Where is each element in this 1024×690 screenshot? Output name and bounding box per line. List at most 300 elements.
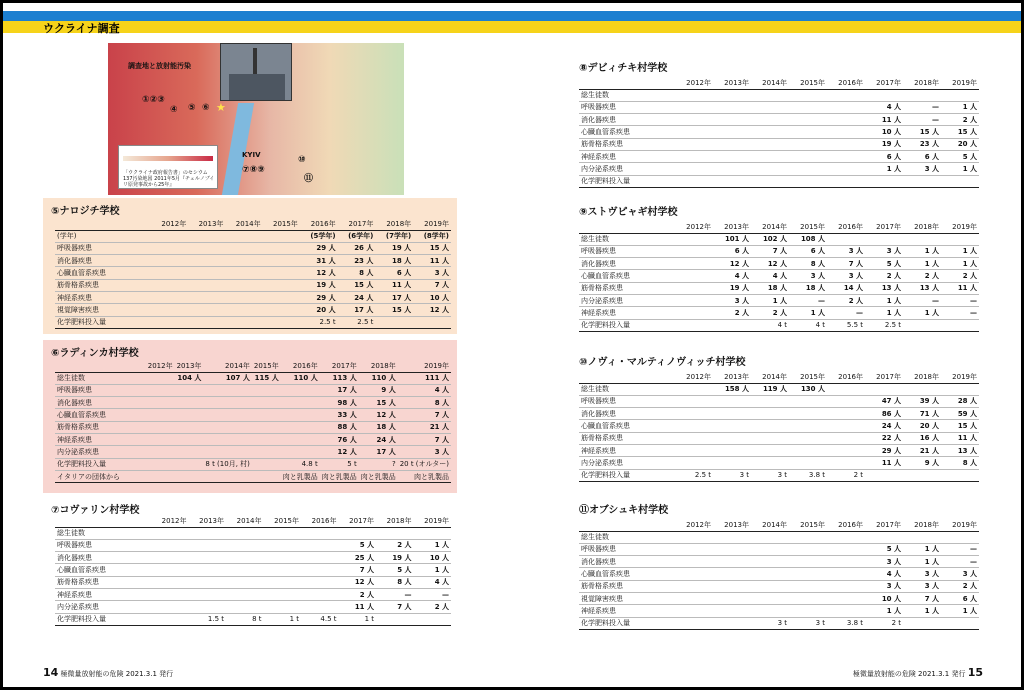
table-cell: 2.5 t [865,319,903,331]
school-block-11 [571,497,981,637]
table-cell [751,605,789,617]
row-label: 消化器疾患 [579,408,675,420]
table-cell: 8 t [226,613,264,625]
year-header: 2018年 [903,519,941,531]
table-row [579,592,979,604]
school-table [579,519,979,630]
table-cell: 22 人 [865,432,903,444]
table-cell [713,89,751,101]
table-cell [827,408,865,420]
table-cell: 107 人 [203,372,251,384]
year-header: 2018年 [376,515,414,527]
year-header: 2014年 [203,360,251,372]
table-cell: 3 人 [865,556,903,568]
table-cell [827,457,865,469]
table-cell: 1 t [264,613,302,625]
school-title: ⑧デビィチキ村学校 [579,63,668,74]
table-cell [151,316,188,328]
table-cell [203,470,251,482]
table-cell [827,138,865,150]
table-cell: 1 人 [903,605,941,617]
table-cell [751,420,789,432]
table-cell [263,267,300,279]
row-label: 消化器疾患 [579,114,675,126]
table-cell: 20 人 [903,420,941,432]
table-cell [151,601,189,613]
year-header: 2018年 [903,371,941,383]
table-cell: 29 人 [865,444,903,456]
table-cell [713,592,751,604]
table-cell: 19 人 [375,242,413,254]
table-row [55,267,451,279]
school-table [55,218,451,329]
table-cell: 15 人 [338,279,376,291]
table-row [579,408,979,420]
table-cell [675,245,713,257]
table-cell [151,552,189,564]
year-header: 2019年 [398,360,451,372]
table-cell: 2 t [827,469,865,481]
table-cell [713,114,751,126]
table-cell [175,384,204,396]
table-cell [226,539,264,551]
row-label: 筋骨格系疾患 [55,421,146,433]
table-cell: 9 人 [359,384,398,396]
table-cell: 4 t [751,319,789,331]
table-cell: 3 人 [865,245,903,257]
table-cell [252,433,281,445]
table-cell [151,304,188,316]
table-cell: 14 人 [827,282,865,294]
table-cell [827,175,865,187]
table-cell: 3 t [713,469,751,481]
table-cell: 110 人 [359,372,398,384]
table-cell [151,267,188,279]
row-label: 化学肥料投入量 [55,613,151,625]
table-cell [903,617,941,629]
table-row [55,384,451,396]
table-cell [827,444,865,456]
table-cell [151,230,188,242]
table-cell: 24 人 [338,291,376,303]
table-cell: 12 人 [320,446,359,458]
year-header: 2012年 [675,77,713,89]
school-title: ⑩ノヴィ・マルティノヴィッチ村学校 [579,357,746,368]
row-label: 呼吸器疾患 [55,242,151,254]
table-cell: 18 人 [751,282,789,294]
table-cell [281,384,320,396]
table-row [55,372,451,384]
table-cell: 5 人 [339,539,377,551]
map-mark-1-3: ①②③ [142,95,165,105]
table-cell [827,605,865,617]
year-header: 2016年 [281,360,320,372]
table-cell: 110 人 [281,372,320,384]
table-cell [751,457,789,469]
table-cell: 3 人 [903,580,941,592]
table-cell: 1 t [339,613,377,625]
table-cell: — [941,307,979,319]
table-cell [903,531,941,543]
year-header: 2018年 [359,360,398,372]
table-cell [865,531,903,543]
table-cell: 3 人 [941,568,979,580]
table-cell: 7 人 [376,601,414,613]
year-header: 2017年 [865,371,903,383]
table-cell [827,383,865,395]
table-cell [203,446,251,458]
table-cell: — [376,588,414,600]
table-cell: 18 人 [789,282,827,294]
table-row [579,89,979,101]
table-cell: 12 人 [300,267,338,279]
table-cell [175,421,204,433]
table-cell [203,384,251,396]
year-header: 2017年 [865,519,903,531]
table-cell: 11 人 [865,457,903,469]
table-cell: 17 人 [359,446,398,458]
table-cell: 24 人 [359,433,398,445]
row-label: 筋骨格系疾患 [579,580,675,592]
table-cell [941,89,979,101]
table-cell [146,470,175,482]
table-cell [941,383,979,395]
year-header: 2014年 [751,371,789,383]
table-row [579,307,979,319]
table-cell [751,138,789,150]
table-cell: 7 人 [339,564,377,576]
table-cell [675,319,713,331]
table-row [579,294,979,306]
table-cell [151,242,188,254]
table-cell [203,409,251,421]
row-label: 神経系疾患 [55,291,151,303]
table-cell: 7 人 [398,409,451,421]
table-cell: 3 人 [903,163,941,175]
year-header: 2015年 [789,221,827,233]
table-cell [151,279,188,291]
table-cell [827,126,865,138]
table-cell: 2 人 [827,294,865,306]
table-cell [188,267,225,279]
table-cell [175,397,204,409]
table-cell [675,114,713,126]
table-cell [789,89,827,101]
table-cell [203,421,251,433]
table-cell [263,279,300,291]
table-cell [675,282,713,294]
table-cell: 5.5 t [827,319,865,331]
table-cell: 47 人 [865,395,903,407]
table-cell [151,576,189,588]
table-row [55,409,451,421]
row-label: 呼吸器疾患 [579,101,675,113]
year-header: 2014年 [751,519,789,531]
table-cell [339,527,377,539]
table-cell [301,576,339,588]
header-blue-stripe [3,11,1021,21]
table-cell [226,576,264,588]
table-cell [903,469,941,481]
table-cell [789,432,827,444]
row-label: 消化器疾患 [55,552,151,564]
school-block-7 [43,497,457,637]
school-title: ⑨ストヴピャギ村学校 [579,207,678,218]
table-cell [225,242,262,254]
table-cell [252,409,281,421]
table-row [579,233,979,245]
table-cell: 2 人 [941,114,979,126]
table-cell: 11 人 [865,114,903,126]
row-label: 心臓血管系疾患 [579,420,675,432]
footer-left [43,666,173,679]
row-label: 化学肥料投入量 [579,175,675,187]
school-table [579,221,979,332]
table-cell: (5学年) [300,230,338,242]
table-cell [151,255,188,267]
table-cell [146,458,175,470]
table-cell: 4 人 [414,576,452,588]
table-cell [188,242,225,254]
row-label: 心臓血管系疾患 [579,126,675,138]
table-cell [281,433,320,445]
table-cell [789,580,827,592]
table-cell: 11 人 [941,432,979,444]
row-label: 視覚障害疾患 [579,592,675,604]
table-cell: 33 人 [320,409,359,421]
table-cell: 20 人 [300,304,338,316]
table-cell: 10 人 [865,126,903,138]
table-cell [175,458,204,470]
table-cell [188,279,225,291]
row-label: 化学肥料投入量 [55,316,151,328]
table-cell [301,527,339,539]
table-cell [789,175,827,187]
table-cell [751,175,789,187]
table-cell [225,230,262,242]
table-cell [675,138,713,150]
row-label: イタリアの団体から [55,470,146,482]
table-header-row [579,77,979,89]
table-cell: 7 人 [751,245,789,257]
table-cell [225,267,262,279]
table-cell: 1 人 [903,543,941,555]
table-row [579,245,979,257]
table-cell: 21 人 [903,444,941,456]
table-cell [675,233,713,245]
table-cell [751,556,789,568]
table-cell [789,531,827,543]
table-row [55,230,451,242]
table-row [55,421,451,433]
table-cell: 2.5 t [300,316,338,328]
table-cell [789,101,827,113]
table-cell: 3 t [789,617,827,629]
table-cell [789,420,827,432]
row-label: 総生徒数 [579,531,675,543]
table-cell: 3 人 [398,446,451,458]
table-cell: 6 人 [941,592,979,604]
table-cell: 19 人 [713,282,751,294]
row-label: 筋骨格系疾患 [579,282,675,294]
row-label: 神経系疾患 [579,307,675,319]
table-cell: (8学年) [413,230,451,242]
table-cell [146,446,175,458]
table-cell [713,457,751,469]
table-cell: 31 人 [300,255,338,267]
table-cell [225,316,262,328]
table-cell [903,175,941,187]
table-cell: 3.8 t [789,469,827,481]
table-cell [203,433,251,445]
table-cell [789,126,827,138]
table-cell [188,316,225,328]
table-row [579,457,979,469]
table-cell [789,114,827,126]
table-cell: — [789,294,827,306]
table-row [579,432,979,444]
legend-note: 「ウクライナ政府報告書」のセシウム137汚染地図 2011年5月『チェルノブイリ原発事故から25年』 [123,170,215,188]
table-cell [151,291,188,303]
table-cell [675,101,713,113]
table-cell: — [903,294,941,306]
year-header: 2012年 [151,218,188,230]
table-cell: 1 人 [414,539,452,551]
table-cell [189,601,227,613]
table-cell [175,409,204,421]
table-row [579,101,979,113]
table-cell: (7学年) [375,230,413,242]
row-label: 心臓血管系疾患 [55,409,146,421]
row-label: 神経系疾患 [579,150,675,162]
table-cell: 2 人 [339,588,377,600]
table-cell [713,420,751,432]
table-row [55,433,451,445]
year-header: 2018年 [903,221,941,233]
table-cell: 8 人 [398,397,451,409]
year-header: 2013年 [189,515,227,527]
table-cell: 108 人 [789,233,827,245]
footer-text-right: 極微量放射能の危険 2021.3.1 発行 [852,670,966,678]
table-cell [263,230,300,242]
table-cell: 2 t [865,617,903,629]
table-header-row [579,371,979,383]
table-cell [264,527,302,539]
year-header: 2013年 [713,519,751,531]
table-row [55,458,451,470]
row-label: 化学肥料投入量 [579,469,675,481]
year-header: 2012年 [151,515,189,527]
table-cell [713,395,751,407]
table-cell [175,446,204,458]
table-row [55,397,451,409]
table-cell: 1 人 [789,307,827,319]
table-cell [376,527,414,539]
school-table [55,360,451,483]
table-cell: 6 人 [865,150,903,162]
table-cell: 15 人 [413,242,451,254]
school-table [55,515,451,626]
table-cell [281,446,320,458]
table-cell: 2 人 [865,270,903,282]
row-label: 総生徒数 [579,89,675,101]
table-cell: — [903,101,941,113]
table-cell: 88 人 [320,421,359,433]
header-blank [55,515,151,527]
table-cell: 8 人 [338,267,376,279]
table-row [579,444,979,456]
year-header: 2015年 [264,515,302,527]
row-label: 視覚障害疾患 [55,304,151,316]
table-cell [146,384,175,396]
table-cell: 8 人 [789,258,827,270]
table-cell [789,163,827,175]
table-cell [675,568,713,580]
map-mark-10: ⑩ [298,155,306,165]
year-header: 2015年 [789,371,827,383]
table-cell: 15 人 [941,420,979,432]
table-cell [827,420,865,432]
table-cell [675,395,713,407]
table-cell: 111 人 [398,372,451,384]
table-cell: 3 人 [903,568,941,580]
table-cell [675,307,713,319]
table-cell [225,304,262,316]
table-cell [188,304,225,316]
table-cell: 11 人 [375,279,413,291]
table-cell: 6 人 [903,150,941,162]
table-cell: 17 人 [320,384,359,396]
table-cell: 2 人 [414,601,452,613]
table-cell [252,446,281,458]
table-cell: 2 人 [713,307,751,319]
row-label: 神経系疾患 [579,444,675,456]
table-cell: 19 人 [865,138,903,150]
table-cell [865,233,903,245]
table-cell: 4.8 t [281,458,320,470]
year-header: 2016年 [827,519,865,531]
table-cell [281,409,320,421]
row-label: (学年) [55,230,151,242]
table-cell [827,531,865,543]
table-cell [827,233,865,245]
table-cell: 1 人 [903,307,941,319]
table-cell [264,601,302,613]
row-label: 神経系疾患 [55,433,146,445]
table-cell [675,383,713,395]
table-cell: 7 人 [413,279,451,291]
table-cell: 28 人 [941,395,979,407]
table-cell: 5 人 [865,543,903,555]
table-cell [827,432,865,444]
table-cell: 29 人 [300,242,338,254]
row-label: 呼吸器疾患 [579,543,675,555]
table-cell [263,316,300,328]
river [222,103,254,195]
table-cell: 7 人 [903,592,941,604]
table-cell: 4.5 t [301,613,339,625]
year-header: 2015年 [263,218,300,230]
school-title: ⑪オブシュキ村学校 [579,505,669,516]
map-legend [118,145,218,189]
table-cell [789,605,827,617]
table-cell: 9 人 [903,457,941,469]
table-cell: 98 人 [320,397,359,409]
map-mark-11: ⑪ [304,174,314,184]
table-cell: — [827,307,865,319]
table-row [579,605,979,617]
table-cell: 8 t (10月, 村) [203,458,251,470]
